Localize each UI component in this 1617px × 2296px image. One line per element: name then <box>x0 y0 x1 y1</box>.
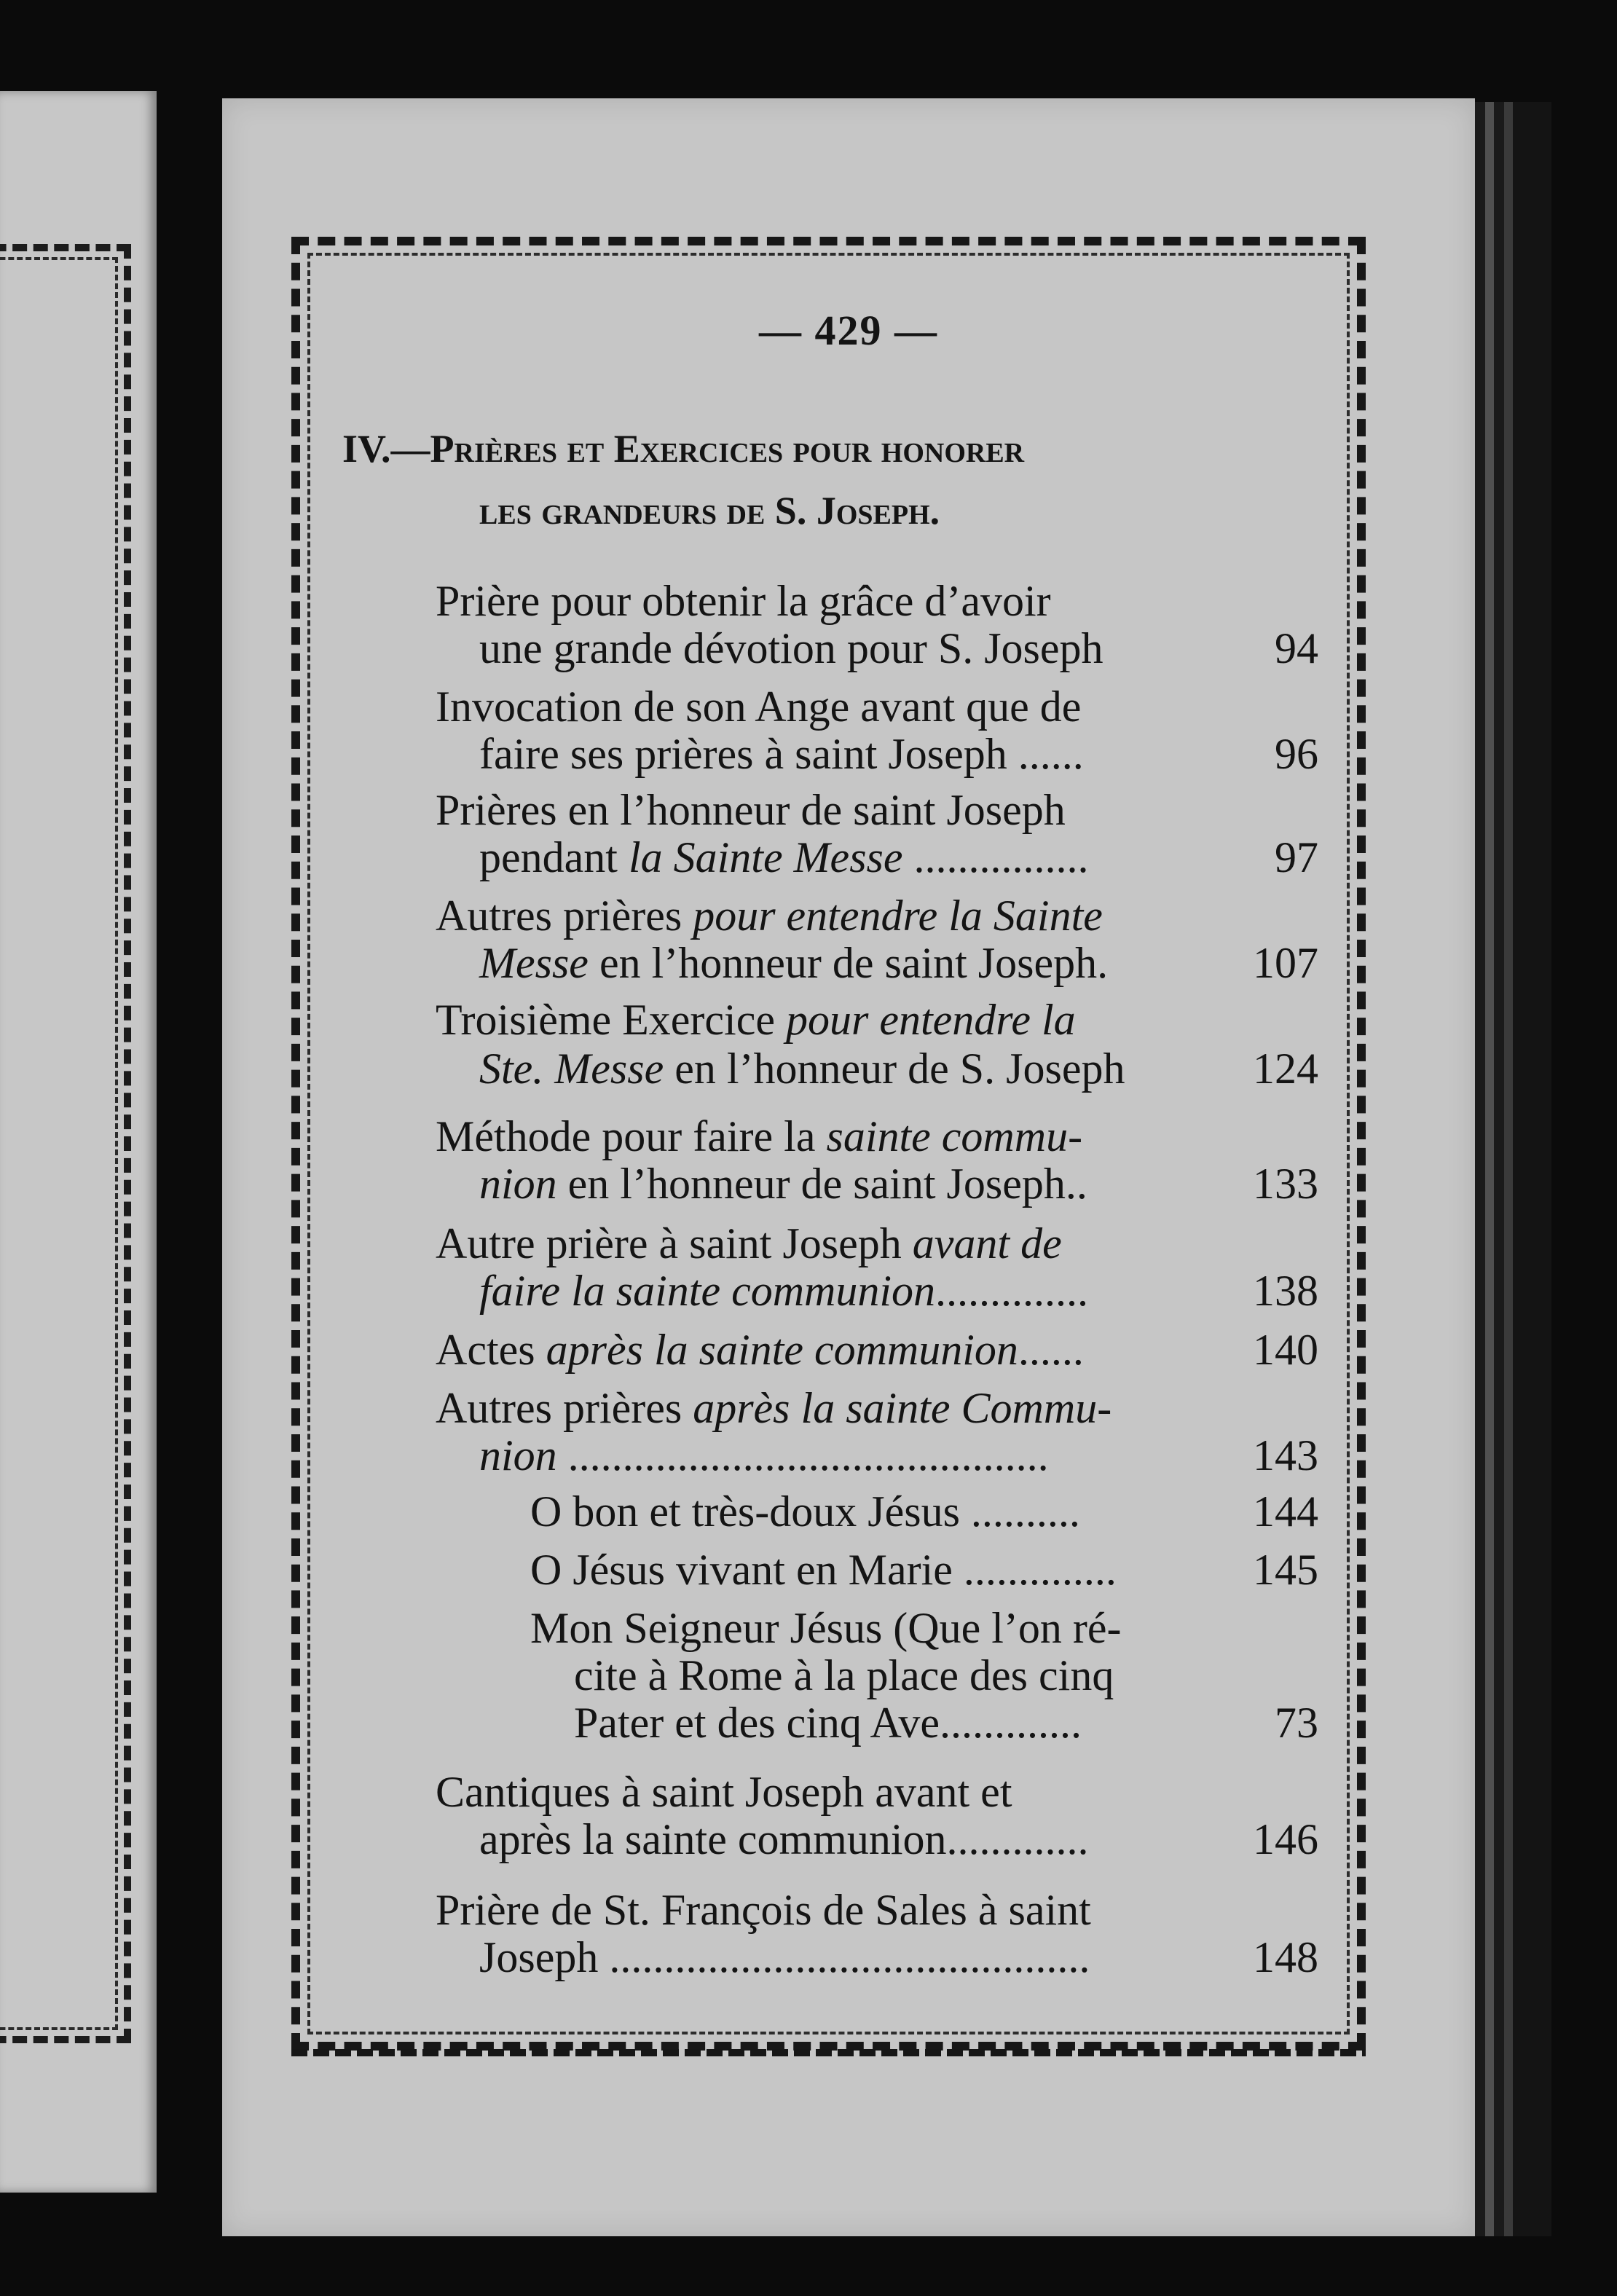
toc-entry-line: une grande dévotion pour S. Joseph <box>479 624 1103 672</box>
toc-entry-italic-text: la Sainte Messe <box>628 833 903 881</box>
toc-entry-line: Cantiques à saint Joseph avant et <box>436 1768 1012 1816</box>
toc-leaders: ...... <box>1018 1326 1084 1374</box>
toc-entry-text: en l’honneur de saint Joseph. <box>588 939 1109 987</box>
toc-entry-italic-text: avant de <box>912 1219 1062 1267</box>
previous-page-border <box>0 244 131 2043</box>
toc-page-number: 124 <box>1253 1045 1318 1093</box>
toc-entry-line <box>479 1158 1087 1209</box>
toc-entry-line: Mon Seigneur Jésus (Que l’on ré- <box>530 1604 1122 1652</box>
toc-entry-line: Prière de St. François de Sales à saint <box>436 1886 1091 1934</box>
toc-entry-text: Autres prières <box>436 892 693 940</box>
toc-entry-text: Autres prières <box>436 1384 693 1432</box>
toc-page-number: 140 <box>1253 1326 1318 1374</box>
toc-page-number: 144 <box>1253 1487 1318 1536</box>
toc-entry-italic-text: Ste. Messe <box>479 1045 664 1093</box>
toc-page-number: 145 <box>1253 1546 1318 1594</box>
toc-entry-line <box>479 1265 1088 1316</box>
toc-entry-line <box>479 1430 1049 1481</box>
toc-entry-line <box>436 1111 1082 1162</box>
toc-entry-line: faire ses prières à saint Joseph ...... <box>479 730 1084 778</box>
toc-page-number: 96 <box>1275 730 1318 778</box>
toc-leaders: ................ <box>902 833 1089 881</box>
toc-entry-italic-text: faire la sainte communion <box>479 1267 936 1315</box>
toc-entry-line: Invocation de son Ange avant que de <box>436 683 1082 731</box>
toc-page-number: 146 <box>1253 1815 1318 1863</box>
toc-page-number: 148 <box>1253 1933 1318 1981</box>
toc-entry-italic-text: pour entendre la <box>785 996 1076 1044</box>
toc-entry-text: Méthode pour faire la <box>436 1112 827 1160</box>
toc-entry-italic-text: nion <box>479 1160 557 1208</box>
toc-page-number: 73 <box>1275 1699 1318 1747</box>
toc-entry-line: O Jésus vivant en Marie .............. <box>530 1546 1117 1594</box>
page-edge <box>1475 102 1551 2236</box>
toc-entry-italic-text: sainte commu- <box>826 1112 1083 1160</box>
toc-entry-italic-text: pour entendre la Sainte <box>693 892 1103 940</box>
toc-entry-line: Prière pour obtenir la grâce d’avoir <box>436 577 1051 625</box>
toc-entry-text: Troisième Exercice <box>436 996 786 1044</box>
toc-entry-text: pendant <box>479 833 629 881</box>
toc-page-number: 107 <box>1253 939 1318 987</box>
toc-entry-text: Autre prière à saint Joseph <box>436 1219 913 1267</box>
toc-page-number: 94 <box>1275 624 1318 672</box>
toc-entry-line: cite à Rome à la place des cinq <box>574 1651 1114 1699</box>
toc-entry-line: Pater et des cinq Ave............. <box>574 1699 1082 1747</box>
toc-entry-line <box>479 832 1089 883</box>
toc-page-number: 143 <box>1253 1431 1318 1479</box>
toc-entry-line <box>479 1043 1125 1094</box>
toc-entry-line <box>436 1324 1084 1375</box>
toc-page-number: 133 <box>1253 1160 1318 1208</box>
toc-entry-line: Joseph ............................................ <box>479 1933 1090 1981</box>
toc-entry-line: après la sainte communion............. <box>479 1815 1089 1863</box>
section-heading: IV.—Prières et Exercices pour honorer <box>342 427 1025 471</box>
toc-entry-text: Actes <box>436 1326 546 1374</box>
toc-page-number: 97 <box>1275 833 1318 881</box>
page-folio: — 429 — <box>759 307 938 354</box>
toc-entry-text: en l’honneur de S. Joseph <box>664 1045 1125 1093</box>
toc-entry-italic-text: nion <box>479 1431 557 1479</box>
toc-entry-line <box>479 937 1108 988</box>
toc-entry-line <box>436 1383 1112 1434</box>
toc-entry-line <box>436 994 1076 1045</box>
toc-entry-italic-text: après la sainte Commu- <box>693 1384 1112 1432</box>
toc-entry-line: Prières en l’honneur de saint Joseph <box>436 786 1066 834</box>
toc-leaders: ............................................ <box>556 1431 1049 1479</box>
previous-page <box>0 91 157 2193</box>
section-heading-continued: les grandeurs de S. Joseph. <box>479 489 940 532</box>
toc-page-number: 138 <box>1253 1267 1318 1315</box>
toc-entry-line: O bon et très-doux Jésus .......... <box>530 1487 1080 1536</box>
toc-entry-line <box>436 890 1103 941</box>
toc-entry-text: en l’honneur de saint Joseph.. <box>556 1160 1087 1208</box>
toc-entry-line <box>436 1218 1062 1269</box>
toc-entry-italic-text: Messe <box>479 939 589 987</box>
toc-leaders: .............. <box>935 1267 1089 1315</box>
toc-entry-italic-text: après la sainte communion <box>546 1326 1018 1374</box>
